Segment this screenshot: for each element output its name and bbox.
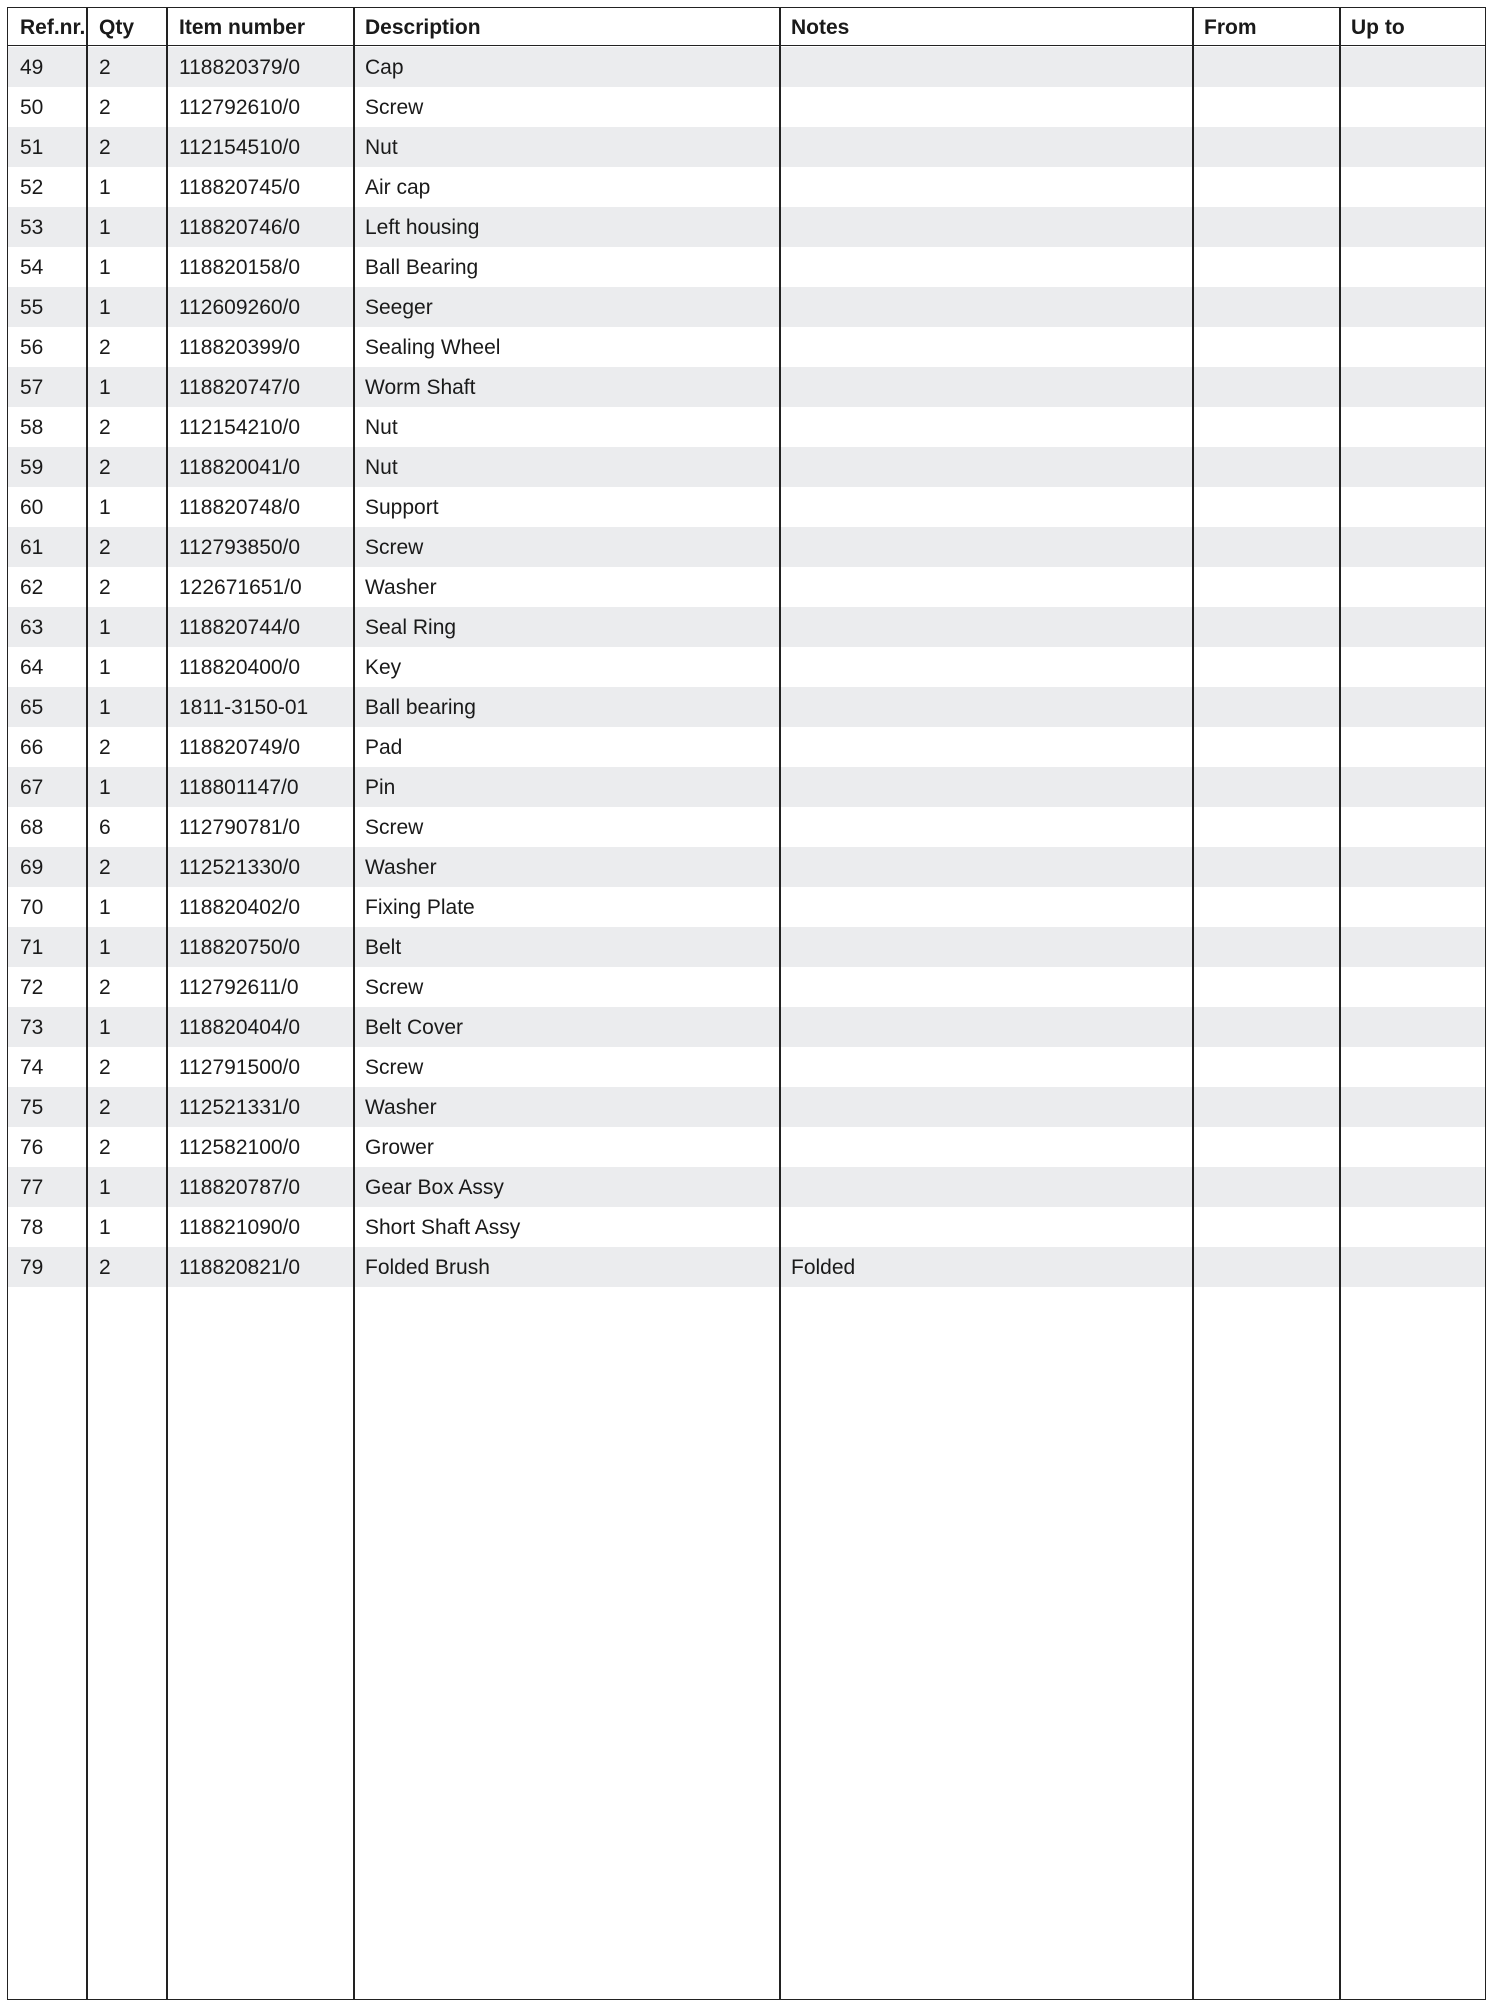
qty-cell: 1	[99, 496, 111, 519]
from-cell	[1204, 647, 1334, 687]
column-divider	[779, 8, 781, 1999]
ref-nr-cell: 61	[20, 536, 44, 559]
item-number-cell: 118820747/0	[179, 376, 301, 399]
up-to-cell	[1351, 367, 1481, 407]
up-to-cell	[1351, 887, 1481, 927]
description-cell: Belt Cover	[365, 1016, 464, 1039]
description-cell: Belt	[365, 936, 402, 959]
table-row	[8, 887, 1485, 927]
notes-cell	[791, 287, 1191, 327]
item-number-cell: 118801147/0	[179, 776, 299, 799]
qty-cell: 1	[99, 776, 111, 799]
description-cell: Screw	[365, 976, 424, 999]
qty-cell: 1	[99, 1176, 111, 1199]
table-row	[8, 767, 1485, 807]
description-cell: Seeger	[365, 296, 433, 319]
up-to-cell	[1351, 567, 1481, 607]
up-to-cell	[1351, 807, 1481, 847]
table-row	[8, 367, 1485, 407]
qty-cell: 6	[99, 816, 111, 839]
qty-cell: 2	[99, 856, 111, 879]
notes-cell: Folded	[791, 1256, 856, 1279]
table-row	[8, 1207, 1485, 1247]
qty-cell: 2	[99, 136, 111, 159]
item-number-cell: 118820749/0	[179, 736, 301, 759]
from-cell	[1204, 767, 1334, 807]
up-to-cell	[1351, 407, 1481, 447]
qty-cell: 2	[99, 1256, 111, 1279]
notes-cell	[791, 327, 1191, 367]
up-to-cell	[1351, 847, 1481, 887]
up-to-cell	[1351, 167, 1481, 207]
qty-cell: 1	[99, 696, 111, 719]
table-row	[8, 407, 1485, 447]
description-cell: Screw	[365, 536, 424, 559]
ref-nr-cell: 58	[20, 416, 44, 439]
description-cell: Worm Shaft	[365, 376, 476, 399]
description-cell: Seal Ring	[365, 616, 457, 639]
item-number-cell: 118820379/0	[179, 56, 301, 79]
table-row	[8, 207, 1485, 247]
notes-cell	[791, 1087, 1191, 1127]
table-row	[8, 567, 1485, 607]
table-row	[8, 167, 1485, 207]
qty-cell: 2	[99, 56, 111, 79]
from-cell	[1204, 1207, 1334, 1247]
table-row	[8, 847, 1485, 887]
description-cell: Screw	[365, 1056, 424, 1079]
from-cell	[1204, 247, 1334, 287]
description-cell: Nut	[365, 136, 398, 159]
from-cell	[1204, 1127, 1334, 1167]
up-to-cell	[1351, 647, 1481, 687]
table-row	[8, 247, 1485, 287]
item-number-cell: 112790781/0	[179, 816, 301, 839]
description-cell: Gear Box Assy	[365, 1176, 504, 1199]
qty-cell: 1	[99, 256, 111, 279]
qty-cell: 2	[99, 416, 111, 439]
table-row	[8, 1047, 1485, 1087]
from-cell	[1204, 207, 1334, 247]
ref-nr-cell: 64	[20, 656, 44, 679]
ref-nr-cell: 73	[20, 1016, 44, 1039]
ref-nr-cell: 75	[20, 1096, 44, 1119]
up-to-cell	[1351, 1207, 1481, 1247]
notes-cell	[791, 127, 1191, 167]
description-cell: Nut	[365, 416, 398, 439]
notes-cell	[791, 447, 1191, 487]
notes-cell	[791, 567, 1191, 607]
ref-nr-cell: 60	[20, 496, 44, 519]
ref-nr-cell: 66	[20, 736, 44, 759]
item-number-cell: 112521330/0	[179, 856, 301, 879]
column-header-notes: Notes	[791, 16, 850, 39]
description-cell: Key	[365, 656, 402, 679]
up-to-cell	[1351, 487, 1481, 527]
table-row	[8, 927, 1485, 967]
ref-nr-cell: 68	[20, 816, 44, 839]
qty-cell: 1	[99, 376, 111, 399]
from-cell	[1204, 487, 1334, 527]
table-row	[8, 687, 1485, 727]
item-number-cell: 118820399/0	[179, 336, 301, 359]
qty-cell: 1	[99, 656, 111, 679]
from-cell	[1204, 927, 1334, 967]
table-row	[8, 1247, 1485, 1287]
from-cell	[1204, 847, 1334, 887]
table-row	[8, 807, 1485, 847]
description-cell: Washer	[365, 1096, 437, 1119]
item-number-cell: 112521331/0	[179, 1096, 301, 1119]
ref-nr-cell: 59	[20, 456, 44, 479]
ref-nr-cell: 65	[20, 696, 44, 719]
description-cell: Pad	[365, 736, 403, 759]
description-cell: Air cap	[365, 176, 431, 199]
qty-cell: 1	[99, 1216, 111, 1239]
table-row	[8, 727, 1485, 767]
ref-nr-cell: 56	[20, 336, 44, 359]
description-cell: Left housing	[365, 216, 480, 239]
qty-cell: 2	[99, 736, 111, 759]
table-row	[8, 1087, 1485, 1127]
ref-nr-cell: 57	[20, 376, 44, 399]
qty-cell: 2	[99, 1056, 111, 1079]
description-cell: Cap	[365, 56, 404, 79]
description-cell: Grower	[365, 1136, 434, 1159]
table-row	[8, 1007, 1485, 1047]
description-cell: Short Shaft Assy	[365, 1216, 521, 1239]
column-header-ref-nr: Ref.nr.	[20, 16, 86, 39]
description-cell: Ball bearing	[365, 696, 476, 719]
ref-nr-cell: 79	[20, 1256, 44, 1279]
column-header-description: Description	[365, 16, 481, 39]
table-row	[8, 127, 1485, 167]
column-divider	[1339, 8, 1341, 1999]
column-divider	[86, 8, 88, 1999]
from-cell	[1204, 47, 1334, 87]
up-to-cell	[1351, 47, 1481, 87]
ref-nr-cell: 62	[20, 576, 44, 599]
qty-cell: 2	[99, 456, 111, 479]
qty-cell: 2	[99, 576, 111, 599]
from-cell	[1204, 1167, 1334, 1207]
notes-cell	[791, 407, 1191, 447]
ref-nr-cell: 50	[20, 96, 44, 119]
description-cell: Washer	[365, 856, 437, 879]
up-to-cell	[1351, 327, 1481, 367]
table-row	[8, 487, 1485, 527]
up-to-cell	[1351, 127, 1481, 167]
ref-nr-cell: 63	[20, 616, 44, 639]
column-header-item-number: Item number	[179, 16, 306, 39]
item-number-cell: 112791500/0	[179, 1056, 301, 1079]
ref-nr-cell: 74	[20, 1056, 44, 1079]
ref-nr-cell: 49	[20, 56, 44, 79]
description-cell: Ball Bearing	[365, 256, 479, 279]
up-to-cell	[1351, 1047, 1481, 1087]
ref-nr-cell: 77	[20, 1176, 44, 1199]
up-to-cell	[1351, 1127, 1481, 1167]
qty-cell: 1	[99, 936, 111, 959]
notes-cell	[791, 807, 1191, 847]
up-to-cell	[1351, 247, 1481, 287]
description-cell: Support	[365, 496, 439, 519]
column-header-qty: Qty	[99, 16, 135, 39]
from-cell	[1204, 887, 1334, 927]
item-number-cell: 112793850/0	[179, 536, 301, 559]
up-to-cell	[1351, 927, 1481, 967]
from-cell	[1204, 727, 1334, 767]
notes-cell	[791, 1047, 1191, 1087]
item-number-cell: 118820745/0	[179, 176, 301, 199]
notes-cell	[791, 607, 1191, 647]
description-cell: Pin	[365, 776, 396, 799]
ref-nr-cell: 76	[20, 1136, 44, 1159]
from-cell	[1204, 167, 1334, 207]
from-cell	[1204, 447, 1334, 487]
parts-list-table	[7, 7, 1486, 2000]
description-cell: Fixing Plate	[365, 896, 475, 919]
ref-nr-cell: 55	[20, 296, 44, 319]
ref-nr-cell: 69	[20, 856, 44, 879]
column-header-from: From	[1204, 16, 1257, 39]
up-to-cell	[1351, 967, 1481, 1007]
ref-nr-cell: 78	[20, 1216, 44, 1239]
table-row	[8, 527, 1485, 567]
up-to-cell	[1351, 1167, 1481, 1207]
description-cell: Nut	[365, 456, 398, 479]
ref-nr-cell: 53	[20, 216, 44, 239]
table-row	[8, 327, 1485, 367]
from-cell	[1204, 1087, 1334, 1127]
table-header-row	[8, 8, 1485, 46]
qty-cell: 1	[99, 1016, 111, 1039]
from-cell	[1204, 87, 1334, 127]
up-to-cell	[1351, 527, 1481, 567]
column-divider	[1192, 8, 1194, 1999]
item-number-cell: 118820748/0	[179, 496, 301, 519]
item-number-cell: 118821090/0	[179, 1216, 301, 1239]
item-number-cell: 118820746/0	[179, 216, 301, 239]
notes-cell	[791, 487, 1191, 527]
up-to-cell	[1351, 727, 1481, 767]
qty-cell: 2	[99, 96, 111, 119]
notes-cell	[791, 847, 1191, 887]
qty-cell: 1	[99, 176, 111, 199]
table-row	[8, 287, 1485, 327]
from-cell	[1204, 687, 1334, 727]
table-row	[8, 647, 1485, 687]
item-number-cell: 112609260/0	[179, 296, 301, 319]
from-cell	[1204, 967, 1334, 1007]
description-cell: Folded Brush	[365, 1256, 490, 1279]
notes-cell	[791, 207, 1191, 247]
item-number-cell: 112792610/0	[179, 96, 301, 119]
from-cell	[1204, 127, 1334, 167]
notes-cell	[791, 647, 1191, 687]
notes-cell	[791, 47, 1191, 87]
item-number-cell: 118820821/0	[179, 1256, 301, 1279]
item-number-cell: 118820402/0	[179, 896, 301, 919]
notes-cell	[791, 687, 1191, 727]
notes-cell	[791, 1007, 1191, 1047]
column-divider	[166, 8, 168, 1999]
ref-nr-cell: 52	[20, 176, 44, 199]
qty-cell: 1	[99, 296, 111, 319]
table-row	[8, 447, 1485, 487]
qty-cell: 1	[99, 216, 111, 239]
from-cell	[1204, 1247, 1334, 1287]
up-to-cell	[1351, 1247, 1481, 1287]
notes-cell	[791, 887, 1191, 927]
qty-cell: 2	[99, 336, 111, 359]
qty-cell: 2	[99, 536, 111, 559]
up-to-cell	[1351, 287, 1481, 327]
up-to-cell	[1351, 207, 1481, 247]
table-row	[8, 1127, 1485, 1167]
up-to-cell	[1351, 767, 1481, 807]
item-number-cell: 118820041/0	[179, 456, 301, 479]
up-to-cell	[1351, 687, 1481, 727]
qty-cell: 2	[99, 1136, 111, 1159]
item-number-cell: 112154510/0	[179, 136, 301, 159]
item-number-cell: 112154210/0	[179, 416, 301, 439]
from-cell	[1204, 407, 1334, 447]
notes-cell	[791, 247, 1191, 287]
notes-cell	[791, 767, 1191, 807]
up-to-cell	[1351, 87, 1481, 127]
up-to-cell	[1351, 447, 1481, 487]
ref-nr-cell: 72	[20, 976, 44, 999]
table-row	[8, 47, 1485, 87]
up-to-cell	[1351, 1007, 1481, 1047]
description-cell: Washer	[365, 576, 437, 599]
item-number-cell: 118820750/0	[179, 936, 301, 959]
from-cell	[1204, 287, 1334, 327]
ref-nr-cell: 51	[20, 136, 44, 159]
qty-cell: 2	[99, 1096, 111, 1119]
item-number-cell: 118820744/0	[179, 616, 301, 639]
notes-cell	[791, 927, 1191, 967]
table-row	[8, 87, 1485, 127]
table-row	[8, 1167, 1485, 1207]
up-to-cell	[1351, 607, 1481, 647]
ref-nr-cell: 67	[20, 776, 44, 799]
notes-cell	[791, 727, 1191, 767]
from-cell	[1204, 607, 1334, 647]
item-number-cell: 122671651/0	[179, 576, 302, 599]
from-cell	[1204, 367, 1334, 407]
from-cell	[1204, 327, 1334, 367]
ref-nr-cell: 54	[20, 256, 44, 279]
from-cell	[1204, 1007, 1334, 1047]
notes-cell	[791, 87, 1191, 127]
column-header-up-to: Up to	[1351, 16, 1405, 39]
notes-cell	[791, 527, 1191, 567]
description-cell: Screw	[365, 816, 424, 839]
item-number-cell: 112792611/0	[179, 976, 299, 999]
description-cell: Screw	[365, 96, 424, 119]
qty-cell: 2	[99, 976, 111, 999]
notes-cell	[791, 167, 1191, 207]
item-number-cell: 118820787/0	[179, 1176, 301, 1199]
from-cell	[1204, 567, 1334, 607]
table-row	[8, 967, 1485, 1007]
item-number-cell: 118820400/0	[179, 656, 301, 679]
qty-cell: 1	[99, 896, 111, 919]
table-body	[8, 47, 1485, 1287]
notes-cell	[791, 1167, 1191, 1207]
column-divider	[353, 8, 355, 1999]
item-number-cell: 1811-3150-01	[179, 696, 309, 719]
from-cell	[1204, 1047, 1334, 1087]
item-number-cell: 118820158/0	[179, 256, 301, 279]
table-row	[8, 607, 1485, 647]
notes-cell	[791, 367, 1191, 407]
notes-cell	[791, 1127, 1191, 1167]
ref-nr-cell: 70	[20, 896, 44, 919]
notes-cell	[791, 967, 1191, 1007]
from-cell	[1204, 527, 1334, 567]
qty-cell: 1	[99, 616, 111, 639]
item-number-cell: 112582100/0	[179, 1136, 301, 1159]
item-number-cell: 118820404/0	[179, 1016, 301, 1039]
description-cell: Sealing Wheel	[365, 336, 501, 359]
up-to-cell	[1351, 1087, 1481, 1127]
ref-nr-cell: 71	[20, 936, 44, 959]
from-cell	[1204, 807, 1334, 847]
notes-cell	[791, 1207, 1191, 1247]
